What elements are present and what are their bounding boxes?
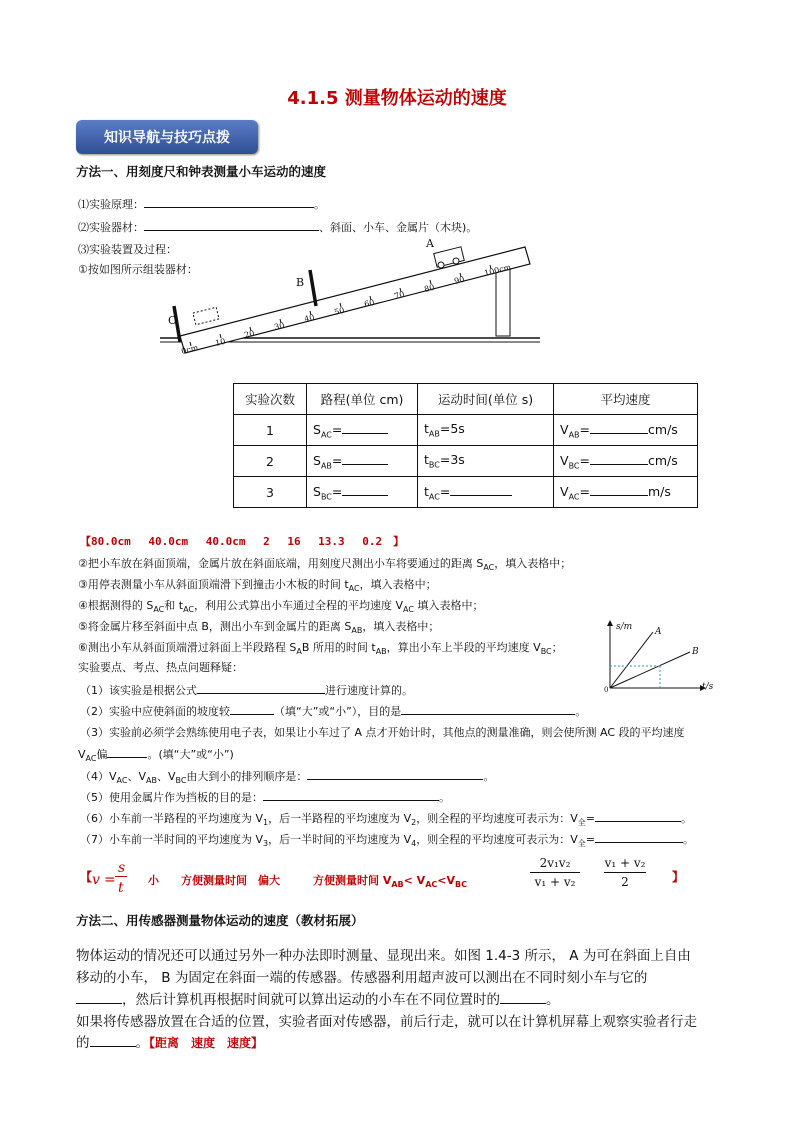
equipment-label: ⑵实验器材： [78,221,144,234]
formula-harmonic: 2v₁v₂ v₁ + v₂ [530,856,580,889]
speed-cell: $V_{AB}= cm/s$ [554,415,698,446]
tick-60: 60 [363,297,376,309]
answer-blank[interactable] [342,483,388,496]
answer-blank[interactable] [595,831,683,843]
answer-blank[interactable] [90,1033,136,1047]
tick-80: 80 [423,282,436,294]
question-3b: $V_{AC}$偏 。(填“大”或“小”) [78,748,234,764]
answer-blank[interactable] [500,990,546,1004]
tick-100: 100cm [483,262,513,278]
answer3: 【距离 速度 速度】 [149,1036,264,1050]
tick-20: 20 [243,328,256,340]
method2-heading: 方法二、用传感器测量物体运动的速度（教材拓展） [76,913,364,928]
metal-plate-b [310,270,316,306]
label-a: A [426,237,434,250]
ruler-board [180,247,530,353]
answer-blank[interactable] [450,483,512,496]
question-4: $(4)V_{AC}$、$V_{AB}$、$V_{BC}$由大到小的排列顺序是： 。 [80,770,495,786]
answer-blank[interactable] [263,789,439,801]
step6: ⑥测出小车从斜面顶端滑过斜面上半段路程 $S_AB$ 所用的时间 $t_{AB}$，算出小车上半段的平均速度 $V_{BC}$； [78,641,563,657]
trial-number: 3 [234,477,307,508]
method2-para5: 的 。【距离 速度 速度】 [76,1035,264,1051]
step5: ⑤将金属片移至斜面中点 B，测出小车到金属片的距离 $S_{AB}$，填入表格中； [78,620,440,636]
question-7: （7）小车前一半时间的平均速度为 $V_3$，后一半时间的平均速度为 $V_4$，则全程的平均速度可表示为：$V_全=$ 。 [80,833,694,849]
tick-70: 70 [393,289,406,301]
question-3: （3）实验前必须学会熟练使用电子表，如果让小车过了 A 点才开始计时，其他点的测量准确，则会使所测 AC 段的平均速度 [80,726,685,739]
method2-para1: 物体运动的情况还可以通过另外一种办法即时测量、显现出来。如图 1.4-3 所示， A 为可在斜面上自由 [76,948,691,964]
formula-arithmetic: v₁ + v₂ 2 [604,856,646,889]
answer-blank[interactable] [107,746,147,758]
tick-30: 30 [273,320,286,332]
header-speed: 平均速度 [554,384,698,415]
table-row [234,446,698,477]
principle-line [78,196,325,212]
speed-cell: $V_{BC}= cm/s$ [554,446,698,477]
step2: ②把小车放在斜面顶端，金属片放在斜面底端，用刻度尺测出小车将要通过的距离 $S_{AC}$，填入表格中； [78,557,572,573]
cart-end-position [193,307,219,324]
experiment-table [233,383,698,508]
tick-10: 10 [214,336,227,348]
method1-heading: 方法一、用刻度尺和钟表测量小车运动的速度 [76,164,327,179]
y-axis-arrow [607,620,613,626]
question-1: （1）该实验是根据公式 进行速度计算的。 [80,684,413,697]
st-graph [598,618,720,698]
answer-blank[interactable] [595,810,681,822]
time-cell: $t_{BC}=3s$ [418,446,554,477]
label-line-a: A [655,627,662,637]
x-label: t/s [702,682,714,692]
page-title: 4.1.5 测量物体运动的速度 [287,88,507,109]
points-title: 实验要点、考点、热点问题释疑： [78,661,243,674]
table-row [234,477,698,508]
distance-cell: $S_{BC}=$ [307,477,418,508]
cart-wheel [438,262,444,268]
answer2-text: 小 方便测量时间 偏大 方便测量时间 $V_{AB}< V_{AC}<V_{BC}$ [148,874,467,890]
principle-label: ⑴实验原理： [78,198,144,211]
header-distance: 路程(单位 cm) [307,384,418,415]
answer-blank[interactable] [230,703,274,715]
speed-cell: $V_{AC}= m/s$ [554,477,698,508]
step3: ③用停表测量小车从斜面顶端滑下到撞击小木板的时间 $t_{AC}$，填入表格中； [78,578,437,594]
header-time: 运动时间(单位 s) [418,384,554,415]
principle-end: 。 [314,198,325,211]
origin-label: 0 [604,686,609,694]
answer-table: 【80.0cm 40.0cm 40.0cm 2 16 13.3 0.2 】 [80,535,405,548]
tick-50: 50 [333,305,346,317]
label-line-b: B [692,647,699,657]
question-6: （6）小车前一半路程的平均速度为 $V_1$，后一半路程的平均速度为 $V_2$，则全程的平均速度可表示为：$V_全=$ 。 [80,812,692,828]
equipment-rest: 、斜面、小车、金属片（木块)。 [319,221,478,234]
table-row [234,415,698,446]
tick-0: 0cm [180,343,200,356]
answer-blank[interactable] [197,682,325,694]
method2-para4: 如果将传感器放置在合适的位置，实验者面对传感器，前后行走，就可以在计算机屏幕上观察实验者行走 [76,1014,697,1030]
time-cell: $t_{AC}=$ [418,477,554,508]
tick-90: 90 [453,274,466,286]
trial-number: 1 [234,415,307,446]
distance-cell: $S_{AB}=$ [307,446,418,477]
step1-label: ①按如图所示组装器材： [78,263,198,276]
answer-blank[interactable] [307,768,483,780]
line-b [610,652,690,688]
answer-blank[interactable] [590,483,648,496]
answer2-close: 】 [672,870,685,884]
answer-blank[interactable] [342,452,388,465]
answer-blank[interactable] [590,421,648,434]
time-cell: $t_{AB}=5s$ [418,415,554,446]
header-trial: 实验次数 [234,384,307,415]
label-c: C [168,314,177,327]
y-label: s/m [616,622,633,632]
answer-blank[interactable] [590,452,648,465]
question-5: （5）使用金属片作为挡板的目的是： 。 [80,791,450,804]
method2-para3: ，然后计算机再根据时间就可以算出运动的小车在不同位置时的 。 [76,988,560,1008]
table-header-row [234,384,698,415]
answer-blank[interactable] [76,990,122,1004]
answer-blank[interactable] [342,421,388,434]
setup-label: ⑶实验装置及过程： [78,243,177,256]
trial-number: 2 [234,446,307,477]
cart-wheel [453,258,459,264]
step4: ④根据测得的 $S_{AC}$和 $t_{AC}$，利用公式算出小车通过全程的平均速度 $V_{AC}$ 填入表格中； [78,599,484,615]
answer2-open: 【 [80,870,93,884]
tick-40: 40 [303,312,316,324]
label-b: B [296,276,305,289]
method2-para2: 移动的小车， B 为固定在斜面一端的传感器。传感器利用超声波可以测出在不同时刻小车与它的 [76,970,648,986]
distance-cell: $S_{AC}=$ [307,415,418,446]
line-a [610,632,653,688]
answer-blank[interactable] [401,703,575,715]
equipment-blank[interactable] [144,219,319,231]
section-banner: 知识导航与技巧点拨 [76,120,258,154]
incline-diagram [150,232,550,362]
principle-blank[interactable] [144,196,314,208]
question-2: （2）实验中应使斜面的坡度较 （填“大”或“小”），目的是 。 [80,705,587,718]
